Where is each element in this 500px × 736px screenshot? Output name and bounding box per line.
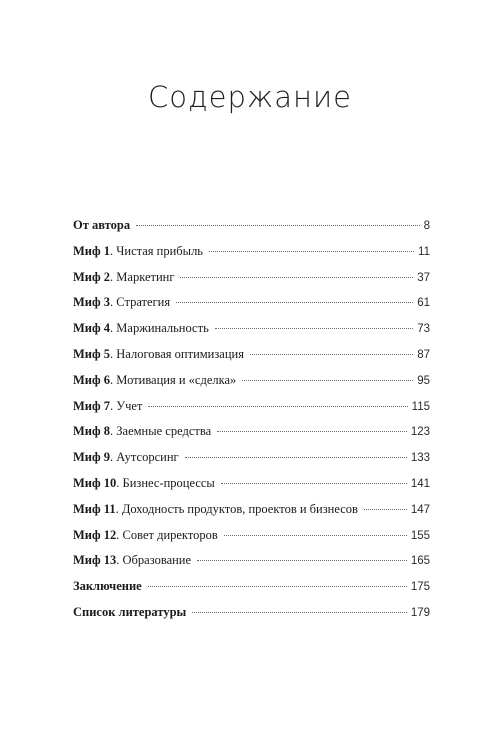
toc-entry-heading: От автора (73, 218, 131, 232)
toc-entry[interactable] (73, 239, 430, 265)
toc-entry-heading: Миф 10 (73, 475, 117, 490)
toc-page-number: 147 (410, 503, 430, 516)
toc-entry[interactable] (73, 265, 430, 291)
toc-entry-title: Образование (122, 553, 192, 568)
dot-leader (364, 509, 407, 510)
toc-entry[interactable] (73, 523, 430, 549)
toc-entry-heading: Заключение (73, 579, 142, 594)
toc-entry-label: Миф 5. Налоговая оптимизация (73, 346, 244, 361)
toc-entry-title: Учет (116, 398, 143, 413)
toc-entry[interactable] (73, 342, 430, 368)
toc-page-number: 175 (410, 581, 430, 594)
toc-entry-label: Миф 13. Образование (73, 553, 192, 568)
toc-entry-label (73, 600, 186, 626)
toc-entry-title: Мотивация и «сделка» (116, 372, 237, 387)
toc-entry-label: Миф 12. Совет директоров (73, 527, 218, 542)
toc-entry-title: Бизнес-процессы (122, 475, 215, 490)
toc-entry-heading: Миф 5 (73, 346, 111, 361)
toc-entry-heading: Миф 2 (73, 269, 111, 284)
dot-leader (215, 328, 413, 329)
toc-entry-title: Маржинальность (116, 321, 209, 336)
dot-leader (242, 380, 413, 381)
toc-page-number: 8 (423, 220, 430, 232)
dot-leader (185, 457, 407, 458)
toc-entry-title: Доходность продуктов, проектов и бизнесов (121, 501, 358, 516)
toc-entry-label: Миф 8. Заемные средства (73, 424, 212, 439)
toc-entry-title: Стратегия (116, 295, 171, 310)
dot-leader (136, 225, 419, 226)
toc-page-number: 73 (417, 323, 430, 336)
dot-leader (192, 612, 407, 613)
dot-leader (180, 277, 413, 278)
toc-entry[interactable] (73, 290, 430, 316)
toc-entry-label (73, 213, 130, 239)
toc-entry[interactable] (73, 574, 430, 600)
toc-entry[interactable] (73, 368, 430, 394)
toc-page-number: 155 (410, 529, 430, 542)
toc-entry-title: Налоговая оптимизация (116, 346, 244, 361)
dot-leader (197, 560, 407, 561)
toc-entry-title: Совет директоров (122, 527, 218, 542)
toc-page-number: 123 (410, 426, 430, 439)
toc-entry[interactable] (73, 471, 430, 497)
toc-entry-label: Миф 6. Мотивация и «сделка» (73, 372, 237, 387)
toc-entry[interactable] (73, 497, 430, 523)
toc-entry[interactable] (73, 600, 430, 626)
toc-page-number: 141 (410, 477, 430, 490)
dot-leader (148, 586, 407, 587)
toc-page-number: 115 (411, 400, 430, 413)
dot-leader (217, 431, 407, 432)
toc-entry-heading: Миф 13 (73, 553, 117, 568)
toc-page-number: 165 (410, 555, 430, 568)
toc-entry[interactable] (73, 213, 430, 239)
toc-entry[interactable] (73, 394, 430, 420)
toc-entry-heading: Миф 12 (73, 527, 117, 542)
toc-entry-label: Миф 3. Стратегия (73, 295, 171, 310)
toc-page-number: 179 (410, 606, 430, 619)
toc-entry-heading: Миф 6 (73, 372, 111, 387)
toc-entry-title: Заемные средства (116, 424, 212, 439)
dot-leader (148, 406, 407, 407)
toc-page-number: 95 (417, 374, 430, 387)
toc-entry-label (73, 574, 142, 600)
toc-entry-heading: Миф 11 (73, 501, 116, 516)
toc-entry-title: Чистая прибыль (116, 243, 204, 258)
toc-entry-label: Миф 7. Учет (73, 398, 143, 413)
toc-entry[interactable] (73, 419, 430, 445)
dot-leader (224, 535, 407, 536)
toc-entry[interactable] (73, 316, 430, 342)
toc-entry-title: Аутсорсинг (116, 450, 179, 465)
page-title: Содержание (148, 80, 352, 114)
toc-entry-title: Маркетинг (116, 269, 175, 284)
toc-entry-label: Миф 2. Маркетинг (73, 269, 175, 284)
table-of-contents (73, 213, 430, 626)
dot-leader (176, 302, 413, 303)
toc-entry-label: Миф 9. Аутсорсинг (73, 450, 179, 465)
toc-page-number: 61 (417, 297, 430, 310)
toc-entry-heading: Миф 7 (73, 398, 111, 413)
toc-entry[interactable] (73, 548, 430, 574)
dot-leader (221, 483, 407, 484)
toc-page-number: 87 (417, 348, 430, 361)
toc-entry-label: Миф 1. Чистая прибыль (73, 243, 204, 258)
toc-page-number: 133 (410, 452, 430, 465)
toc-entry-heading: Миф 3 (73, 295, 111, 310)
dot-leader (209, 251, 414, 252)
toc-entry-heading: Список литературы (73, 604, 187, 619)
toc-entry-label: Миф 4. Маржинальность (73, 321, 209, 336)
toc-entry-heading: Миф 9 (73, 450, 111, 465)
toc-entry-heading: Миф 8 (73, 424, 111, 439)
toc-page-number: 37 (417, 271, 430, 284)
toc-page-number: 11 (418, 245, 430, 258)
toc-entry-heading: Миф 1 (73, 243, 111, 258)
toc-entry[interactable] (73, 445, 430, 471)
toc-entry-heading: Миф 4 (73, 321, 111, 336)
dot-leader (250, 354, 413, 355)
toc-entry-label: Миф 10. Бизнес-процессы (73, 475, 215, 490)
toc-entry-label: Миф 11. Доходность продуктов, проектов и бизнесов (73, 501, 358, 516)
